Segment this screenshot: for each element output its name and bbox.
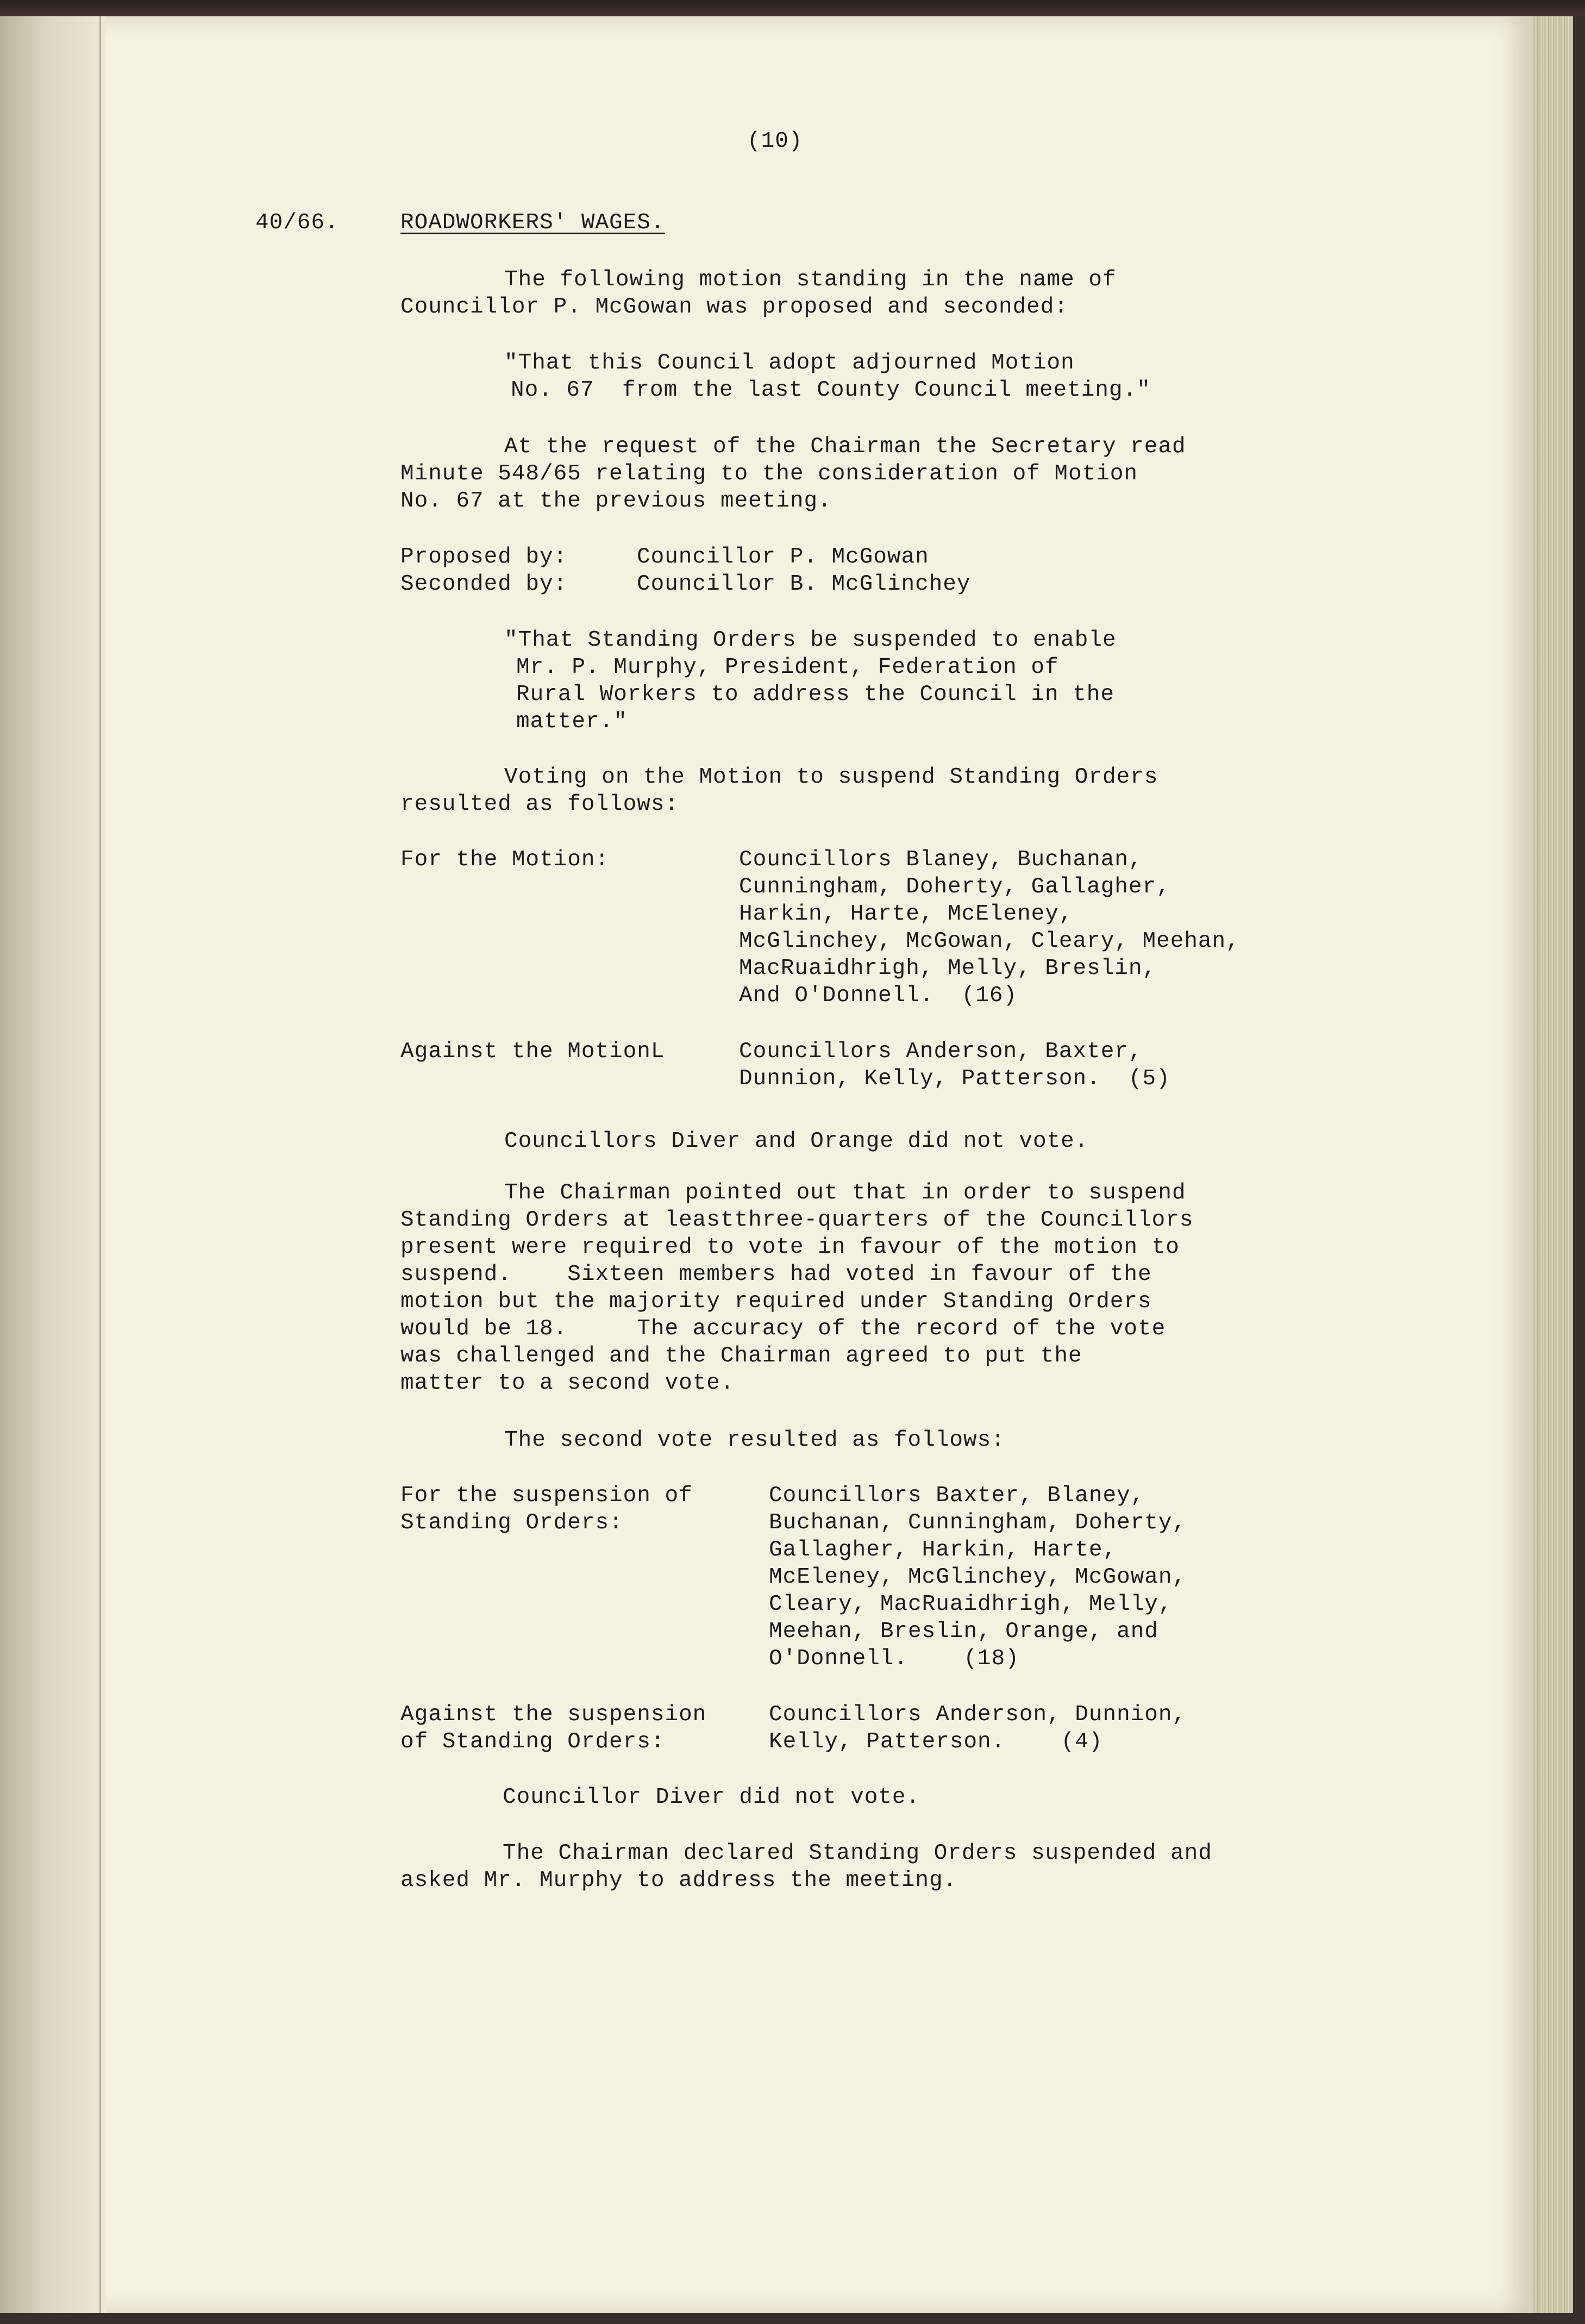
proposed-label: Proposed by:: [400, 545, 568, 570]
for-suspension-label: For the suspension of: [400, 1483, 693, 1508]
against-motion-label: Against the MotionL: [400, 1039, 665, 1064]
minute-number: 40/66.: [255, 210, 339, 235]
for-motion-names: MacRuaidhrigh, Melly, Breslin,: [739, 956, 1157, 981]
chairman-para-line: suspend. Sixteen members had voted in favour of the: [400, 1262, 1152, 1287]
for-suspension-names: Meehan, Breslin, Orange, and: [769, 1619, 1158, 1644]
seconded-value: Councillor B. McGlinchey: [637, 572, 971, 597]
for-suspension-names: McEleney, McGlinchey, McGowan,: [769, 1565, 1187, 1590]
page-number: (10): [747, 129, 803, 154]
voting-intro-line: Voting on the Motion to suspend Standing Orders: [504, 765, 1158, 790]
chairman-para-line: Standing Orders at leastthree-quarters of the Councillors: [400, 1208, 1194, 1233]
for-motion-names: McGlinchey, McGowan, Cleary, Meehan,: [739, 929, 1240, 954]
did-not-vote-2: Councillor Diver did not vote.: [503, 1785, 920, 1810]
for-motion-names: Cunningham, Doherty, Gallagher,: [739, 874, 1170, 899]
closing-para-line: asked Mr. Murphy to address the meeting.: [400, 1868, 957, 1893]
suspend-quote-line: Rural Workers to address the Council in the: [516, 682, 1114, 707]
book-cover-right-edge: [1573, 16, 1585, 2313]
closing-para-line: The Chairman declared Standing Orders suspended and: [503, 1841, 1212, 1866]
request-line: No. 67 at the previous meeting.: [400, 489, 832, 514]
chairman-para-line: motion but the majority required under Standing Orders: [400, 1289, 1152, 1314]
voting-intro-line: resulted as follows:: [400, 792, 679, 817]
motion-quote-line: No. 67 from the last County Council meeting.": [511, 378, 1151, 403]
second-vote-intro: The second vote resulted as follows:: [504, 1428, 1005, 1453]
suspend-quote-line: "That Standing Orders be suspended to enable: [504, 628, 1117, 653]
for-suspension-names: Buchanan, Cunningham, Doherty,: [769, 1510, 1187, 1535]
chairman-para-line: matter to a second vote.: [400, 1371, 735, 1396]
suspend-quote-line: matter.": [516, 709, 628, 734]
intro-line: Councillor P. McGowan was proposed and seconded:: [400, 295, 1068, 320]
against-suspension-names: Kelly, Patterson. (4): [769, 1729, 1103, 1754]
for-motion-names: And O'Donnell. (16): [739, 983, 1018, 1008]
against-motion-names: Councillors Anderson, Baxter,: [739, 1039, 1143, 1064]
proposed-value: Councillor P. McGowan: [637, 545, 929, 570]
chairman-para-line: would be 18. The accuracy of the record of the vote: [400, 1316, 1166, 1341]
request-line: At the request of the Chairman the Secretary read: [504, 434, 1186, 459]
against-suspension-label: Against the suspension: [400, 1702, 707, 1727]
did-not-vote-1: Councillors Diver and Orange did not vote.: [504, 1129, 1089, 1154]
chairman-para-line: was challenged and the Chairman agreed to put the: [400, 1344, 1082, 1369]
chairman-para-line: present were required to vote in favour of the motion to: [400, 1235, 1180, 1260]
for-suspension-names: O'Donnell. (18): [769, 1646, 1019, 1671]
for-motion-names: Harkin, Harte, McEleney,: [739, 902, 1073, 927]
binding-line: [99, 16, 101, 2313]
chairman-para-line: The Chairman pointed out that in order to suspend: [504, 1180, 1186, 1205]
seconded-label: Seconded by:: [400, 572, 568, 597]
motion-quote-line: "That this Council adopt adjourned Motion: [504, 351, 1075, 376]
request-line: Minute 548/65 relating to the consideration of Motion: [400, 461, 1138, 486]
against-suspension-names: Councillors Anderson, Dunnion,: [769, 1702, 1187, 1727]
against-suspension-label: of Standing Orders:: [400, 1729, 665, 1754]
for-motion-label: For the Motion:: [400, 847, 610, 872]
page-gutter: [0, 16, 106, 2313]
for-suspension-names: Councillors Baxter, Blaney,: [769, 1483, 1145, 1508]
for-suspension-names: Cleary, MacRuaidhrigh, Melly,: [769, 1592, 1173, 1617]
against-motion-names: Dunnion, Kelly, Patterson. (5): [739, 1066, 1170, 1091]
minute-title: ROADWORKERS' WAGES.: [400, 210, 665, 235]
for-suspension-label: Standing Orders:: [400, 1510, 623, 1535]
for-motion-names: Councillors Blaney, Buchanan,: [739, 847, 1143, 872]
for-suspension-names: Gallagher, Harkin, Harte,: [769, 1538, 1117, 1563]
suspend-quote-line: Mr. P. Murphy, President, Federation of: [516, 655, 1059, 680]
intro-line: The following motion standing in the name of: [504, 267, 1117, 292]
